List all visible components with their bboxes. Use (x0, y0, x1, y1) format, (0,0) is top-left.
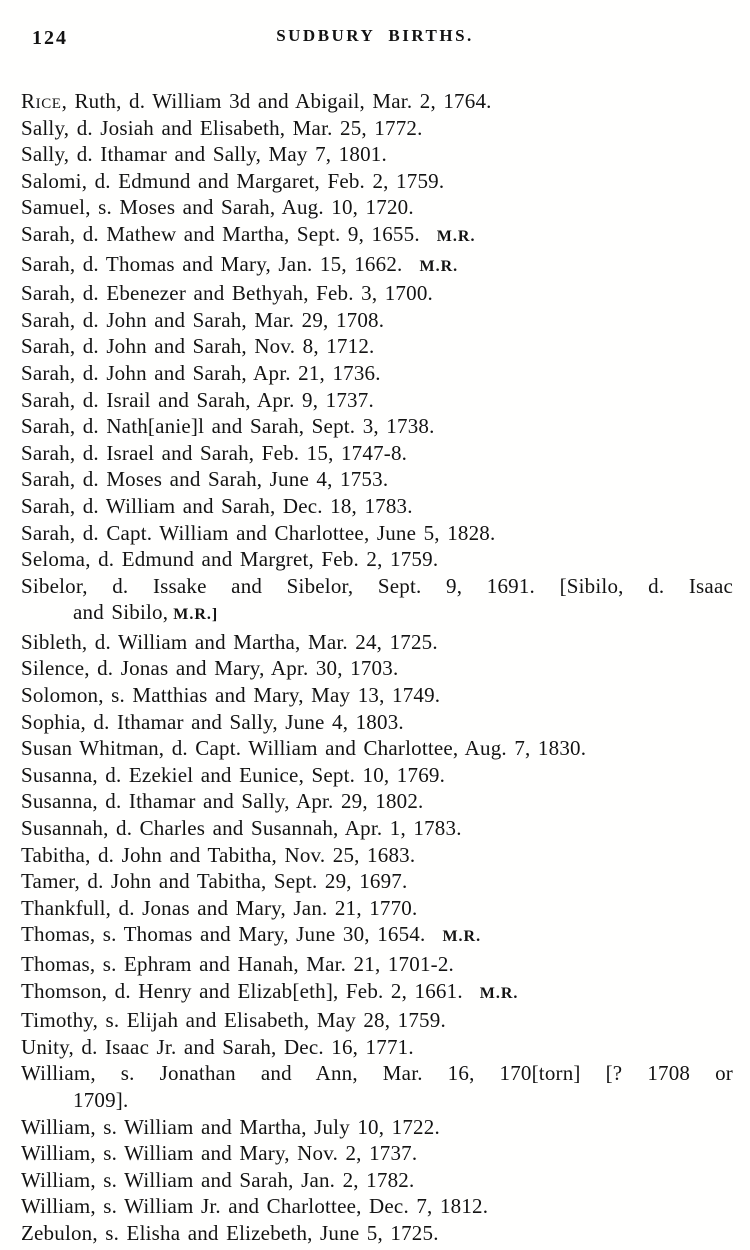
record-text: Thomas, s. Thomas and Mary, June 30, 1654. (21, 922, 426, 947)
record-line (21, 815, 733, 842)
record-continuation-line (21, 1087, 733, 1114)
record-line (21, 280, 733, 307)
record-line (21, 895, 733, 922)
record-text: Sarah, d. Israil and Sarah, Apr. 9, 1737. (21, 387, 374, 412)
record-line (21, 573, 733, 600)
record-line (21, 788, 733, 815)
record-text: Sarah, d. Israel and Sarah, Feb. 15, 1747-8. (21, 440, 408, 465)
record-line (21, 88, 733, 115)
record-text: Sarah, d. Ebenezer and Bethyah, Feb. 3, 1700. (21, 281, 433, 306)
record-line (21, 921, 733, 951)
record-line (21, 629, 733, 656)
mr-abbreviation: M.R. (442, 928, 482, 946)
record-line (21, 440, 733, 467)
mr-abbreviation: M.R.] (173, 606, 219, 624)
record-line (21, 1007, 733, 1034)
record-text: Sarah, d. William and Sarah, Dec. 18, 1783. (21, 493, 413, 518)
record-line (21, 1140, 733, 1167)
record-text: Thomson, d. Henry and Elizab[eth], Feb. 2, 1661. (21, 978, 463, 1003)
record-text: William, s. William Jr. and Charlottee, Dec. 7, 1812. (21, 1194, 489, 1219)
record-line (21, 978, 733, 1008)
record-text: Sarah, d. John and Sarah, Nov. 8, 1712. (21, 334, 375, 359)
record-text: William, s. Jonathan and Ann, Mar. 16, 170[torn] [? 1708 or (21, 1061, 733, 1086)
record-text: Thomas, s. Ephram and Hanah, Mar. 21, 1701-2. (21, 952, 455, 976)
record-line (21, 709, 733, 736)
record-line (21, 141, 733, 168)
mr-abbreviation: M.R. (436, 227, 476, 245)
record-text: Susanna, d. Ezekiel and Eunice, Sept. 10, 1769. (21, 762, 446, 787)
birth-records-list (21, 88, 733, 1247)
record-text: Unity, d. Isaac Jr. and Sarah, Dec. 16, 1771. (21, 1034, 414, 1059)
record-line (21, 168, 733, 195)
record-line (21, 1220, 733, 1247)
record-line (21, 520, 733, 547)
record-text: Tabitha, d. John and Tabitha, Nov. 25, 1683. (21, 842, 416, 867)
record-text: Seloma, d. Edmund and Margret, Feb. 2, 1759. (21, 547, 439, 572)
record-text: Salomi, d. Edmund and Margaret, Feb. 2, 1759. (21, 168, 445, 193)
record-text: Susannah, d. Charles and Susannah, Apr. 1, 1783. (21, 816, 462, 841)
record-text: Susanna, d. Ithamar and Sally, Apr. 29, 1802. (21, 789, 424, 814)
record-text: , Ruth, d. William 3d and Abigail, Mar. 2, 1764. (61, 89, 492, 113)
record-text: and Sibilo, (73, 600, 169, 625)
record-text: Susan Whitman, d. Capt. William and Charlottee, Aug. 7, 1830. (21, 736, 587, 761)
record-text: Sarah, d. John and Sarah, Apr. 21, 1736. (21, 360, 381, 385)
record-text: Sibelor, d. Issake and Sibelor, Sept. 9, 1691. [Sibilo, d. Isaac (21, 573, 733, 598)
record-line (21, 546, 733, 573)
record-line (21, 868, 733, 895)
record-line (21, 655, 733, 682)
record-text: Sophia, d. Ithamar and Sally, June 4, 1803. (21, 709, 404, 734)
record-line (21, 251, 733, 281)
record-text: Sarah, d. Mathew and Martha, Sept. 9, 1655. (21, 221, 420, 246)
record-line (21, 307, 733, 334)
record-text: Sally, d. Josiah and Elisabeth, Mar. 25, 1772. (21, 115, 423, 140)
record-text: Solomon, s. Matthias and Mary, May 13, 1749. (21, 683, 441, 708)
surname-smallcaps: Rice (21, 89, 62, 113)
record-line (21, 387, 733, 414)
record-text: Sally, d. Ithamar and Sally, May 7, 1801. (21, 142, 387, 167)
record-line (21, 413, 733, 440)
page-number: 124 (32, 27, 68, 49)
record-line (21, 115, 733, 142)
record-continuation-line (21, 599, 733, 629)
record-line (21, 735, 733, 762)
running-title: SUDBURY BIRTHS. (276, 26, 474, 45)
record-text: Sarah, d. John and Sarah, Mar. 29, 1708. (21, 307, 385, 332)
record-text: Sarah, d. Thomas and Mary, Jan. 15, 1662. (21, 251, 403, 276)
record-line (21, 466, 733, 493)
record-line (21, 842, 733, 869)
mr-abbreviation: M.R. (479, 984, 519, 1002)
record-text: Timothy, s. Elijah and Elisabeth, May 28, 1759. (21, 1008, 446, 1033)
mr-abbreviation: M.R. (419, 257, 459, 275)
record-line (21, 360, 733, 387)
record-text: 1709]. (73, 1087, 129, 1112)
record-line (21, 1114, 733, 1141)
record-line (21, 493, 733, 520)
record-text: William, s. William and Sarah, Jan. 2, 1782. (21, 1167, 415, 1192)
record-line (21, 1034, 733, 1061)
record-text: Tamer, d. John and Tabitha, Sept. 29, 1697. (21, 869, 408, 894)
record-text: Sarah, d. Nath[anie]l and Sarah, Sept. 3, 1738. (21, 414, 435, 439)
record-text: Sibleth, d. William and Martha, Mar. 24, 1725. (21, 629, 438, 654)
record-line (21, 1167, 733, 1194)
record-text: Silence, d. Jonas and Mary, Apr. 30, 1703. (21, 656, 399, 681)
record-line (21, 762, 733, 789)
record-line (21, 951, 733, 978)
record-line (21, 1060, 733, 1087)
record-text: Zebulon, s. Elisha and Elizebeth, June 5, 1725. (21, 1220, 439, 1245)
record-line (21, 194, 733, 221)
record-line (21, 221, 733, 251)
record-line (21, 682, 733, 709)
record-text: Sarah, d. Capt. William and Charlottee, June 5, 1828. (21, 520, 496, 545)
record-text: William, s. William and Mary, Nov. 2, 1737. (21, 1141, 418, 1166)
record-line (21, 1193, 733, 1220)
record-text: Thankfull, d. Jonas and Mary, Jan. 21, 1770. (21, 895, 418, 920)
record-text: Samuel, s. Moses and Sarah, Aug. 10, 1720. (21, 195, 414, 220)
record-text: Sarah, d. Moses and Sarah, June 4, 1753. (21, 467, 389, 492)
page-header (0, 26, 750, 52)
record-line (21, 333, 733, 360)
record-text: William, s. William and Martha, July 10, 1722. (21, 1114, 440, 1139)
